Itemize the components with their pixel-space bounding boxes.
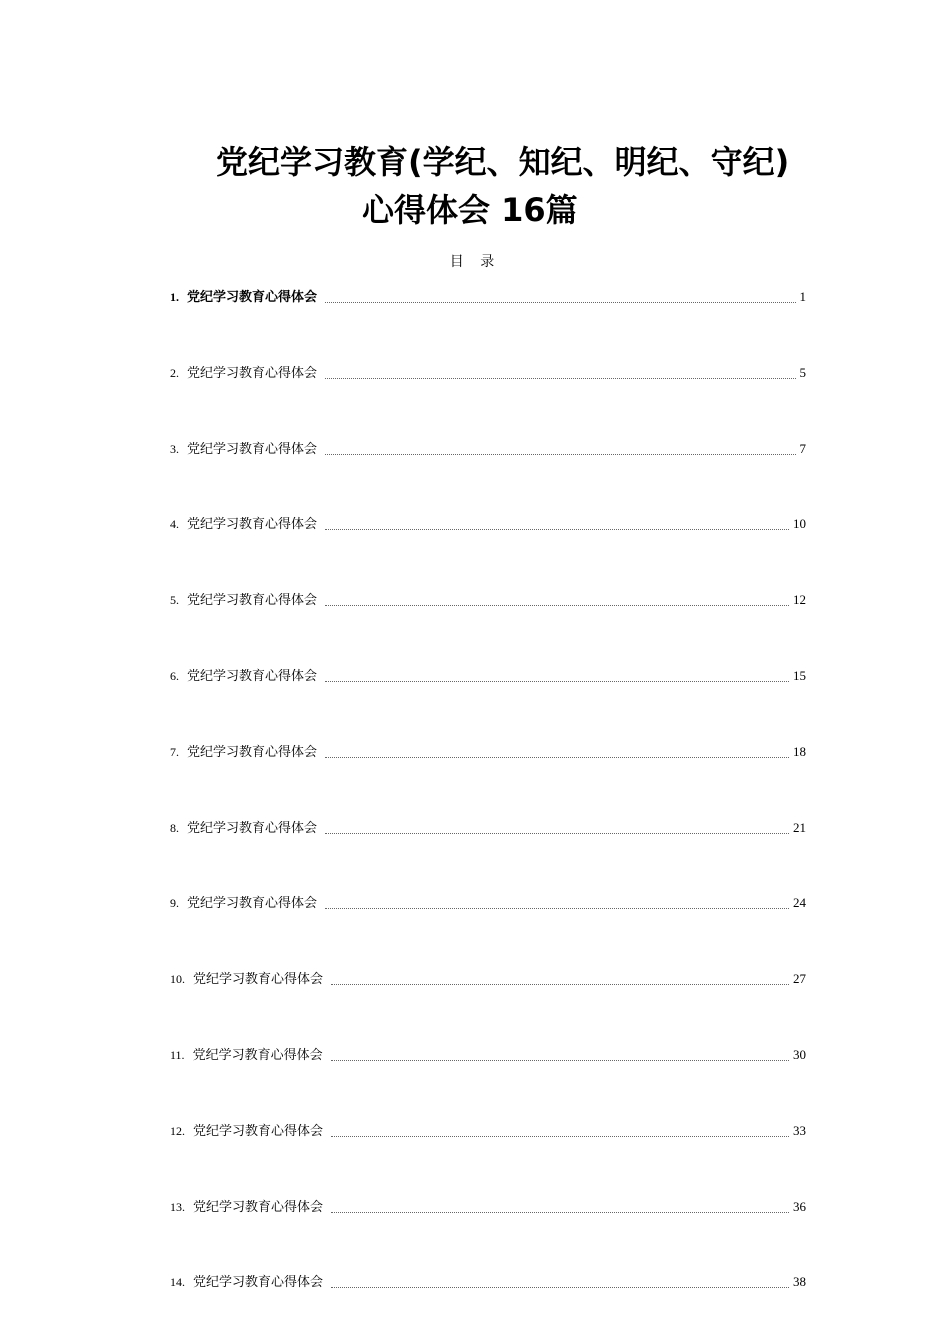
toc-entry[interactable] <box>170 1045 806 1065</box>
toc-dot-leader <box>331 1286 789 1288</box>
toc-entry-number: 4. <box>170 517 179 531</box>
toc-dot-leader <box>325 377 795 379</box>
toc-entry-title: 党纪学习教育心得体会 <box>187 669 318 684</box>
toc-dot-leader <box>331 1211 789 1213</box>
toc-entry-title: 党纪学习教育心得体会 <box>187 745 318 760</box>
toc-dot-leader <box>325 528 789 530</box>
toc-dot-leader <box>331 1135 789 1137</box>
toc-entry-number: 8. <box>170 821 179 835</box>
toc-entry-page-number: 36 <box>793 1199 806 1214</box>
toc-entry[interactable] <box>170 1197 806 1217</box>
toc-entry-number: 5. <box>170 593 179 607</box>
toc-entry-page-number: 33 <box>793 1123 806 1138</box>
toc-dot-leader <box>325 680 789 682</box>
toc-entry-page-number: 18 <box>793 744 806 759</box>
toc-dot-leader <box>325 604 789 606</box>
toc-entry[interactable] <box>170 893 806 913</box>
toc-entry-title: 党纪学习教育心得体会 <box>193 1275 324 1290</box>
toc-dot-leader <box>331 983 789 985</box>
toc-entry-page-number: 38 <box>793 1274 806 1289</box>
toc-entry-number: 6. <box>170 669 179 683</box>
toc-dot-leader <box>325 832 789 834</box>
toc-entry-page-number: 15 <box>793 668 806 683</box>
document-title-line1: 党纪学习教育(学纪、知纪、明纪、守纪) <box>216 143 790 181</box>
toc-entry-title: 党纪学习教育心得体会 <box>192 1048 323 1063</box>
toc-dot-leader <box>325 907 789 909</box>
toc-entry-title: 党纪学习教育心得体会 <box>193 972 324 987</box>
toc-entry-number: 11. <box>170 1048 185 1062</box>
toc-entry-page-number: 24 <box>793 895 806 910</box>
toc-entry-number: 10. <box>170 972 185 986</box>
toc-dot-leader <box>331 1059 789 1061</box>
toc-entry[interactable] <box>170 514 806 534</box>
toc-entry-page-number: 7 <box>799 441 806 456</box>
toc-entry[interactable] <box>170 969 806 989</box>
toc-entry[interactable] <box>170 818 806 838</box>
toc-entry-number: 14. <box>170 1275 185 1289</box>
toc-entry[interactable] <box>170 1121 806 1141</box>
toc-entry[interactable] <box>170 363 806 383</box>
toc-entry-title: 党纪学习教育心得体会 <box>193 1124 324 1139</box>
toc-dot-leader <box>325 301 795 303</box>
toc-entry[interactable] <box>170 666 806 686</box>
toc-dot-leader <box>325 756 789 758</box>
toc-entry[interactable] <box>170 439 806 459</box>
toc-entry-number: 7. <box>170 745 179 759</box>
toc-entry-title: 党纪学习教育心得体会 <box>187 290 318 305</box>
toc-entry-page-number: 30 <box>793 1047 806 1062</box>
toc-entry[interactable] <box>170 590 806 610</box>
toc-entry-title: 党纪学习教育心得体会 <box>193 1200 324 1215</box>
toc-entry-number: 12. <box>170 1124 185 1138</box>
toc-entry-page-number: 1 <box>799 289 806 304</box>
toc-entry-title: 党纪学习教育心得体会 <box>187 593 318 608</box>
toc-entry-page-number: 5 <box>799 365 806 380</box>
toc-entry-number: 1. <box>170 290 179 304</box>
toc-entry-title: 党纪学习教育心得体会 <box>187 517 318 532</box>
toc-entry-title: 党纪学习教育心得体会 <box>187 366 318 381</box>
toc-entry[interactable] <box>170 742 806 762</box>
toc-dot-leader <box>325 453 795 455</box>
document-title-line2: 心得体会 16篇 <box>362 191 578 229</box>
toc-entry-number: 2. <box>170 366 179 380</box>
toc-entry-page-number: 10 <box>793 516 806 531</box>
toc-entry-number: 13. <box>170 1200 185 1214</box>
toc-entry-page-number: 21 <box>793 820 806 835</box>
toc-entry-title: 党纪学习教育心得体会 <box>187 442 318 457</box>
toc-entry-page-number: 12 <box>793 592 806 607</box>
toc-entry-number: 3. <box>170 442 179 456</box>
toc-heading: 目 录 <box>449 254 501 270</box>
toc-entry-title: 党纪学习教育心得体会 <box>187 821 318 836</box>
toc-entry-page-number: 27 <box>793 971 806 986</box>
toc-entry[interactable] <box>170 287 806 307</box>
toc-entry-number: 9. <box>170 896 179 910</box>
toc-entry-title: 党纪学习教育心得体会 <box>187 896 318 911</box>
toc-entry[interactable] <box>170 1272 806 1292</box>
